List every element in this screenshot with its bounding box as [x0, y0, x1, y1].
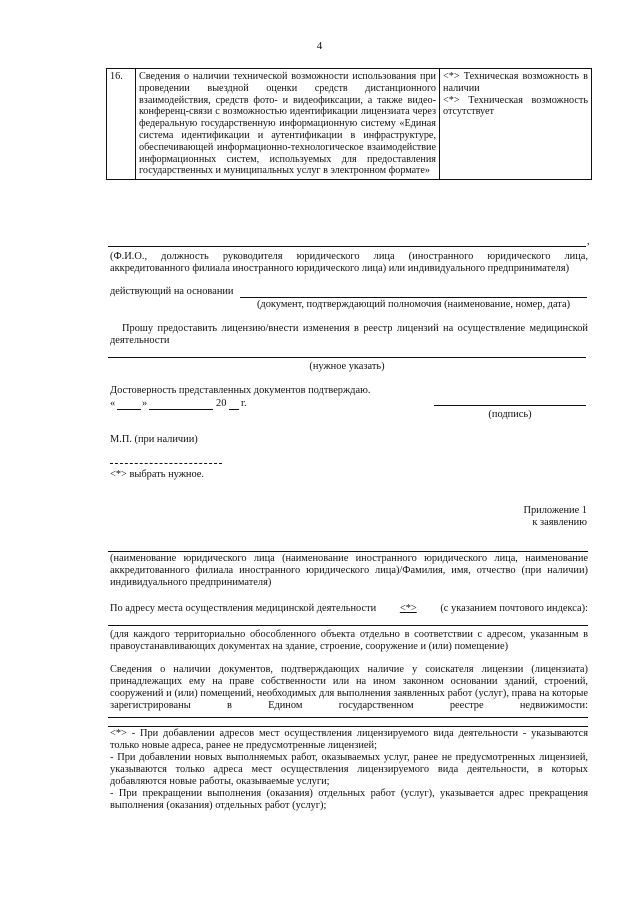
- basis-label: действующий на основании: [110, 286, 234, 297]
- row-number: 16.: [107, 69, 136, 180]
- address-post: (с указанием почтового индекса):: [440, 603, 588, 614]
- footnote-divider: [110, 463, 222, 464]
- signer-comma: ,: [587, 236, 590, 247]
- license-table: [106, 68, 592, 180]
- appendix-subtitle: к заявлению: [532, 517, 587, 528]
- page-number: 4: [316, 40, 323, 52]
- signer-name-line: [108, 246, 586, 247]
- address-line[interactable]: [108, 625, 588, 626]
- date-year-prefix: 20: [216, 398, 227, 409]
- signature-line[interactable]: [434, 405, 586, 406]
- note-add-addresses: <*> - При добавлении адресов мест осуществления лицензируемого вида деятельности - указываются только новые адреса, ранее не предусмотренные лицензией;: [110, 728, 588, 751]
- note-add-works: - При добавлении новых выполняемых работ, оказываемых услуг, ранее не предусмотренных лицензией, указываются только адреса мест осуществления лицензируемого вида деятельности, в которых добавляются новые работы, оказываемые услуги;: [110, 752, 588, 787]
- date-year-line[interactable]: [229, 409, 239, 410]
- confirmation-text: Достоверность представленных документов подтверждаю.: [110, 385, 371, 396]
- date-open: «: [110, 398, 116, 409]
- appendix-title: Приложение 1: [523, 505, 587, 516]
- org-name-line[interactable]: [108, 551, 588, 552]
- signature-caption: (подпись): [488, 409, 532, 420]
- row-description: Сведения о наличии технической возможности использования при проведении выездной оценки средств дистанционного взаимодействия, средств фото- и видеофиксации, а также видео-конференц-связи с возможностью идентификации лицензиата через федеральную государственную информационную систему «Единая система идентификации и аутентификации в инфраструктуре, обеспечивающей информационно-технологическое взаимодействие информационных систем, используемых для предоставления государственных и муниципальных услуг в электронном формате»: [136, 69, 440, 180]
- org-caption: (наименование юридического лица (наименование иностранного юридического лица, наименование аккредитованного филиала иностранного юридического лица)/Фамилия, имя, отчество (при наличии) индивидуального предпринимателя): [110, 553, 588, 588]
- table-row: [107, 69, 592, 180]
- date-day-line[interactable]: [117, 409, 141, 410]
- footnote-select: <*> выбрать нужное.: [110, 469, 204, 480]
- address-heading: [110, 603, 588, 615]
- docs-line[interactable]: [108, 717, 588, 718]
- basis-line: [240, 297, 587, 298]
- basis-caption: (документ, подтверждающий полномочия (наименование, номер, дата): [256, 299, 571, 310]
- date-close: »: [142, 398, 148, 409]
- address-caption: (для каждого территориально обособленного объекта отдельно в соответствии с адресом, указанным в правоустанавливающих документах на здание, строение, сооружение и (или) помещение): [110, 629, 588, 652]
- request-caption: (нужное указать): [309, 361, 385, 372]
- docs-text: Сведения о наличии документов, подтверждающих наличие у соискателя лицензии (лицензиата) принадлежащих ему на праве собственности или на ином законном основании зданий, строений, сооружений и (или) помещений, необходимых для выполнения заявленных работ (услуг), права на которые зарегистрированы в Едином государственном реестре недвижимости:: [110, 664, 588, 711]
- date-month-line[interactable]: [149, 409, 213, 410]
- option-available[interactable]: <*> Техническая возможность в наличии: [443, 71, 588, 94]
- address-pre: По адресу места осуществления медицинской деятельности: [110, 603, 377, 614]
- row-options: [440, 69, 592, 180]
- signer-caption: (Ф.И.О., должность руководителя юридического лица (иностранного юридического лица, аккредитованного филиала иностранного юридического лица) или индивидуального предпринимателя): [110, 251, 588, 274]
- request-text: Прошу предоставить лицензию/внести изменения в реестр лицензий на осуществление медицинской деятельности: [110, 323, 588, 346]
- stamp-label: М.П. (при наличии): [110, 434, 198, 445]
- option-absent[interactable]: <*> Техническая возможность отсутствует: [443, 94, 588, 118]
- date-year-suffix: г.: [241, 398, 247, 409]
- note-stop-works: - При прекращении выполнения (оказания) отдельных работ (услуг), указывается адрес прекращения выполнения (оказания) отдельных работ (услуг);: [110, 788, 588, 811]
- request-line: [108, 357, 586, 358]
- notes-divider: [108, 726, 588, 727]
- address-footnote-link[interactable]: <*>: [399, 603, 417, 614]
